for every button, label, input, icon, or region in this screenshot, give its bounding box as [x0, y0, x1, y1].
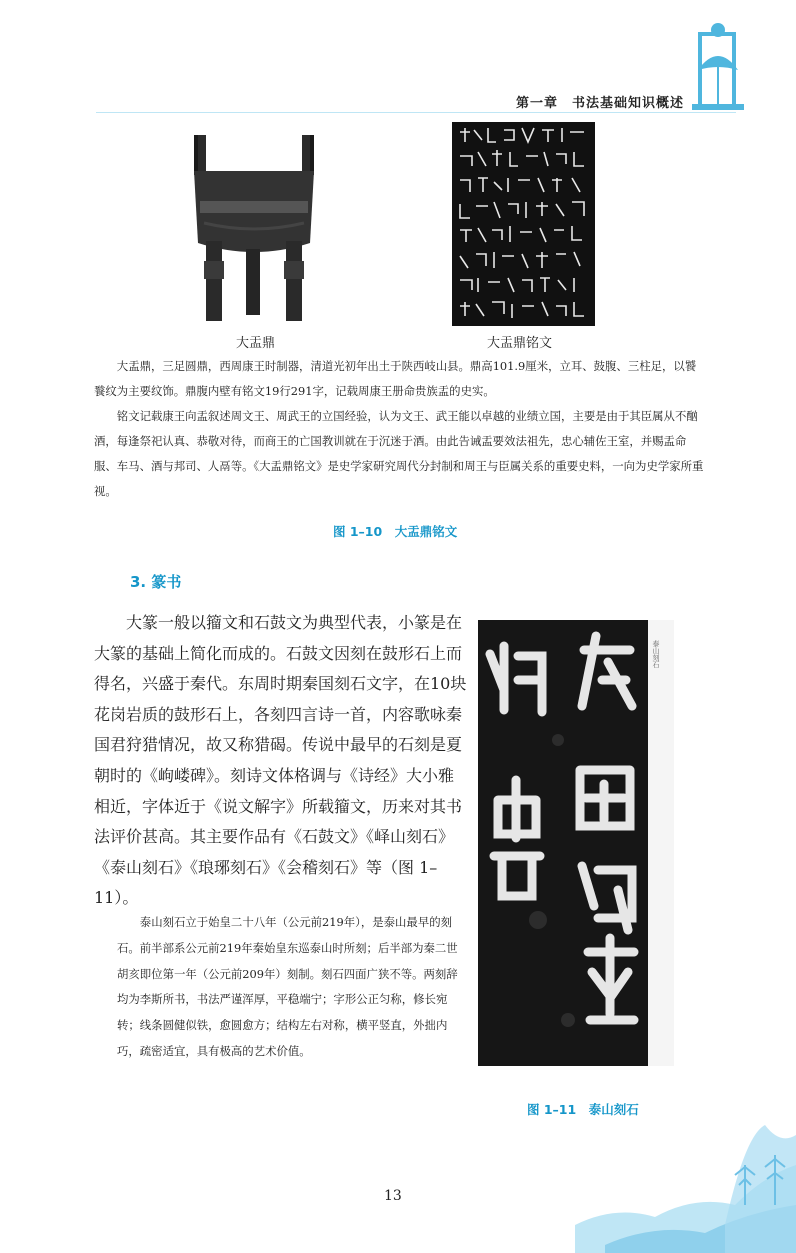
- dayu-ding-inscription-rubbing: [452, 122, 595, 326]
- figure-1-10-caption: 图 1–10 大盂鼎铭文: [333, 524, 458, 539]
- section-body: 大篆一般以籀文和石鼓文为典型代表，小篆是在大篆的基础上简化而成的。石鼓文因刻在鼓形石上而得名，兴盛于秦代。东周时期秦国刻石文字，在10块花岗岩质的鼓形石上，各刻四言诗一首，内容歌咏秦国君狩猎情况，故又称猎碣。传说中最早的石刻是夏朝时的《岣嵝碑》。刻诗文体格调与《诗经》大小雅相近，字体近于《说文解字》所载籀文，历来对其书法评价甚高。其主要作品有《石鼓文》《峄山刻石》《泰山刻石》《琅琊刻石》《会稽刻石》等（图 1–11）。: [94, 613, 467, 908]
- description-paragraph-1: 大盂鼎，三足圆鼎，西周康王时制器，清道光初年出土于陕西岐山县。鼎高101.9厘米，立耳、鼓腹、三柱足，以饕餮纹为主要纹饰。鼎腹内壁有铭文19行291字，记载周康王册命贵族盂的史实。: [94, 359, 697, 398]
- description-paragraph-2: 铭文记载康王向盂叙述周文王、周武王的立国经验，认为文王、武王能以卓越的业绩立国，主要是由于其臣属从不酗酒，每逢祭祀认真、恭敬对待，而商王的亡国教训就在于沉迷于酒。由此告诫盂要效法祖先，忠心辅佐王室，并赐盂命服、车马、酒与邦司、人鬲等。《大盂鼎铭文》是史学家研究周代分封制和周王与臣属关系的重要史料，一向为史学家所重视。: [94, 409, 704, 498]
- chapter-logo-icon: [690, 20, 746, 110]
- dayu-ding-description: [94, 354, 704, 504]
- svg-text:泰山刻石: 泰山刻石: [652, 640, 660, 668]
- header-divider: [96, 112, 736, 113]
- inscription-caption: 大盂鼎铭文: [487, 336, 553, 351]
- taishan-stone-rubbing: [478, 620, 674, 1066]
- page-number: 13: [384, 1188, 402, 1204]
- landscape-decoration-icon: [575, 1105, 796, 1253]
- dayu-ding-caption: 大盂鼎: [236, 336, 276, 351]
- section-heading: 3. 篆书: [130, 573, 182, 591]
- figure-1-11-caption: 图 1–11 泰山刻石: [527, 1102, 639, 1117]
- dayu-ding-photo: [190, 131, 318, 326]
- chapter-title: 第一章 书法基础知识概述: [515, 96, 684, 111]
- taishan-note: 泰山刻石立于始皇二十八年（公元前219年），是泰山最早的刻石。前半部系公元前219年秦始皇东巡泰山时所刻；后半部为秦二世胡亥即位第一年（公元前209年）刻制。刻石四面广狭不等。两刻辞均为李斯所书，书法严谨浑厚，平稳端宁；字形公正匀称，修长宛转；线条圆健似铁，愈圆愈方；结构左右对称，横平竖直，外拙内巧，疏密适宜，具有极高的艺术价值。: [117, 915, 458, 1058]
